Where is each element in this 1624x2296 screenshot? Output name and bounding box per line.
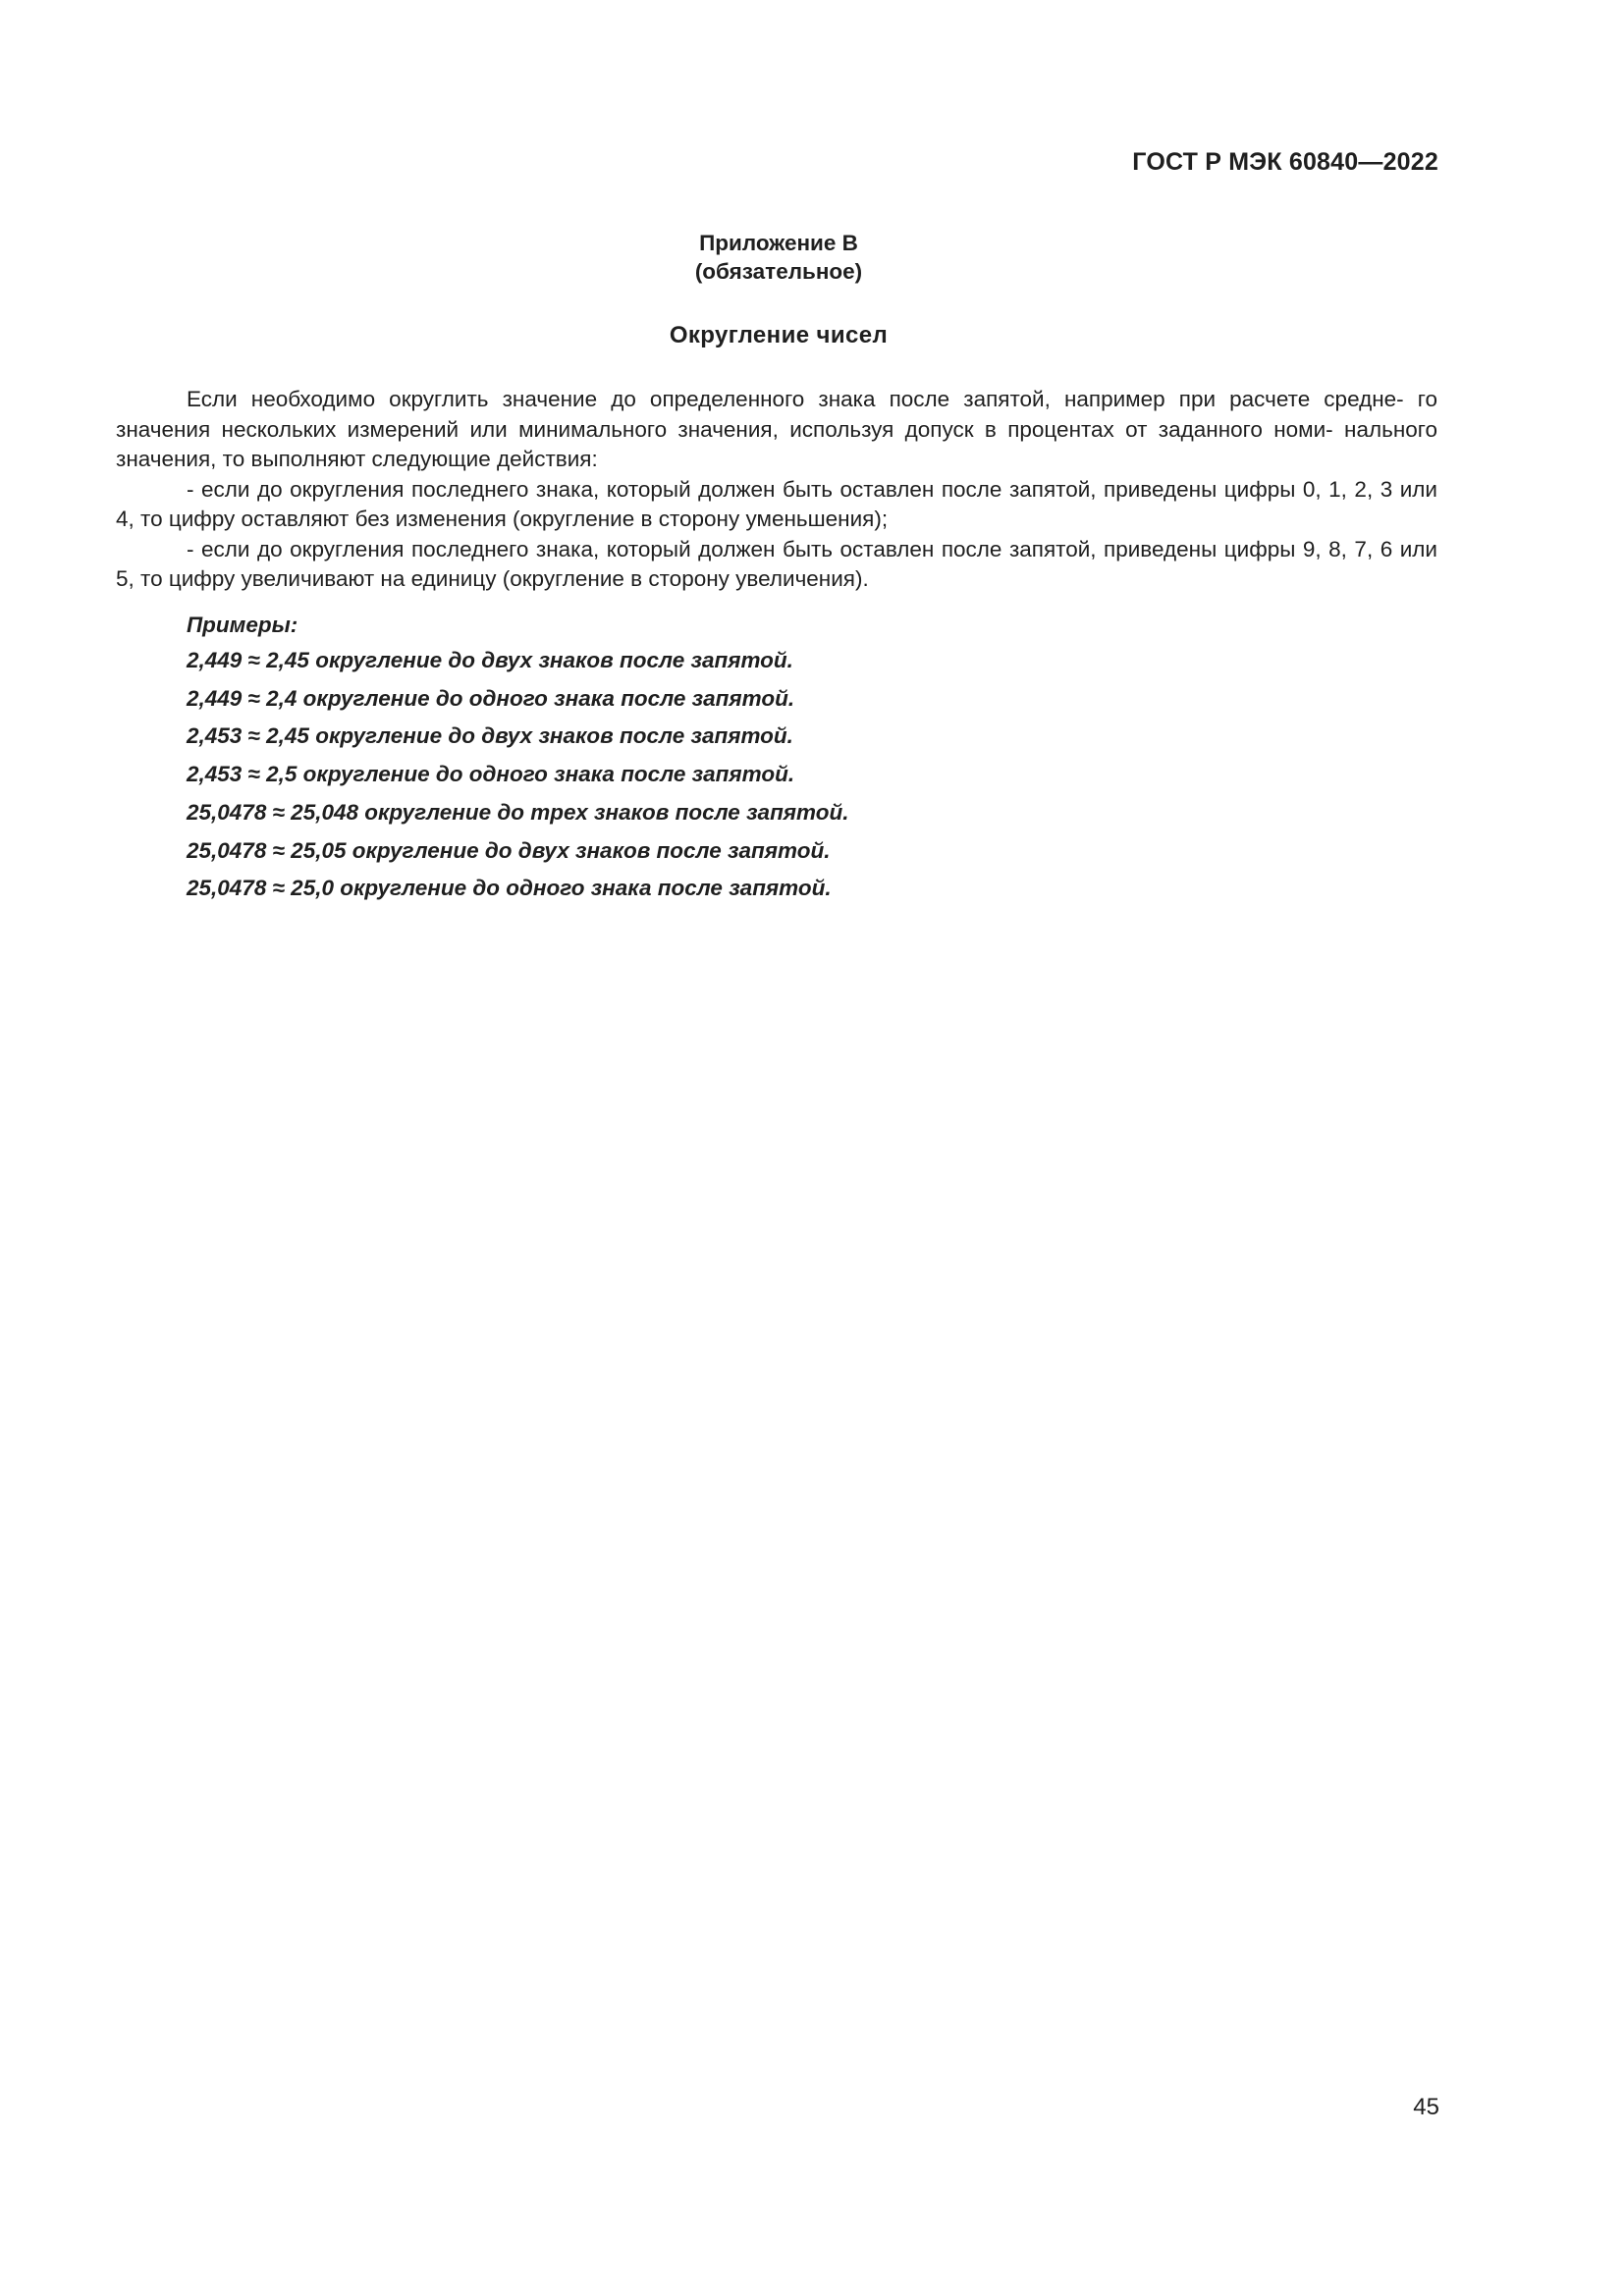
example-item: 2,453 ≈ 2,45 округление до двух знаков после запятой. [187,723,793,749]
rule-round-down [116,475,1437,535]
standard-designation: ГОСТ Р МЭК 60840—2022 [1132,148,1438,176]
rule-line: 1, 2, 3 или 4, то цифру оставляют без изменения (округление в сторону уменьшения); [116,476,1437,531]
rule-line: 8, 7, 6 или 5, то цифру увеличивают на единицу (округление в сторону увеличения). [116,536,1437,591]
example-item: 25,0478 ≈ 25,048 округление до трех знаков после запятой. [187,799,849,825]
examples-block [187,611,849,908]
annex-title: Округление чисел [669,322,889,348]
example-item: 25,0478 ≈ 25,05 округление до двух знаков после запятой. [187,837,831,863]
rule-round-up [116,535,1437,595]
page-number: 45 [1413,2094,1439,2120]
intro-line: го значения нескольких измерений или минимального значения, используя допуск в процентах от заданного номи- [116,387,1437,442]
rule-line: - если до округления последнего знака, который должен быть оставлен после запятой, приведены цифры 9, [187,536,1322,561]
example-item: 2,449 ≈ 2,45 округление до двух знаков после запятой. [187,648,793,672]
rule-line: - если до округления последнего знака, который должен быть оставлен после запятой, приведены цифры 0, [187,476,1322,502]
annex-heading [0,229,1557,286]
annex-label: Приложение В [699,231,858,255]
annex-status: (обязательное) [694,259,863,284]
intro-paragraph [116,385,1437,475]
intro-line: нального значения, то выполняют следующие действия: [116,416,1437,471]
intro-line: Если необходимо округлить значение до определенного знака после запятой, например при расчете средне- [187,387,1404,411]
example-item: 2,449 ≈ 2,4 округление до одного знака после запятой. [187,685,795,711]
example-item: 25,0478 ≈ 25,0 округление до одного знака после запятой. [187,876,832,901]
examples-label: Примеры: [187,613,298,637]
example-item: 2,453 ≈ 2,5 округление до одного знака после запятой. [187,762,795,787]
body-text [116,385,1437,595]
